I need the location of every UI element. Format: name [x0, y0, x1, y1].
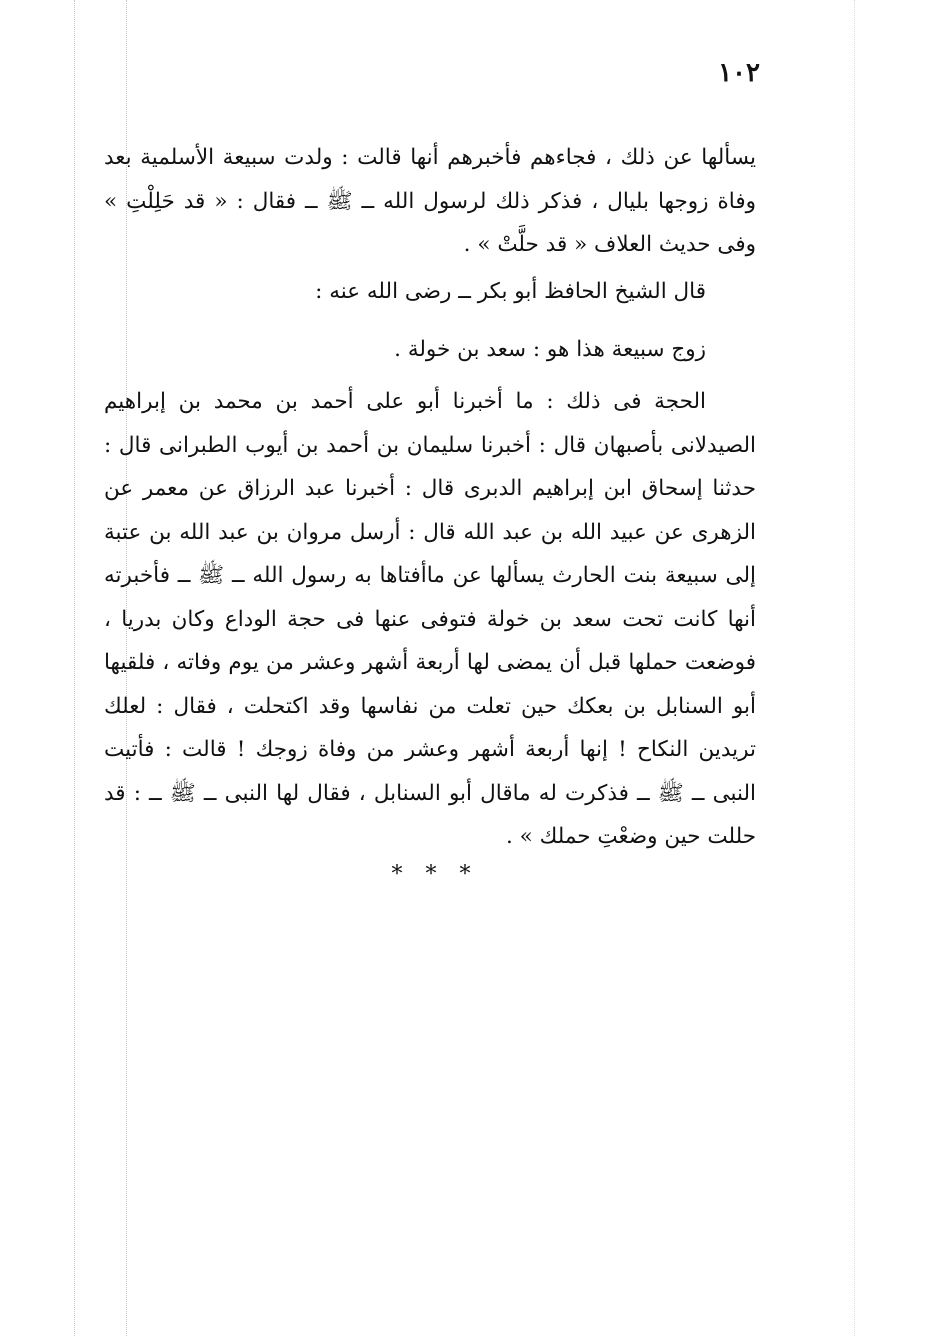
paragraph-evidence: الحجة فى ذلك : ما أخبرنا أبو على أحمد بن محمد بن إبراهيم الصيدلانى بأصبهان قال : أخبرنا سليمان بن أحمد بن أيوب الطبرانى قال : حدثنا إسحاق ابن إبراهيم الدبرى قال : أخبرنا عبد الرزاق عن معمر عن الزهرى عن عبيد الله بن عبد الله قال : أرسل مروان بن عبد الله بن عتبة إلى سبيعة بنت الحارث يسألها عن ماأفتاها به رسول الله ــ ﷺ ــ فأخبرته أنها كانت تحت سعد بن خولة فتوفى عنها فى حجة الوداع وكان بدريا ، فوضعت حملها قبل أن يمضى لها أربعة أشهر وعشر من يوم وفاته ، فلقيها أبو السنابل بن بعكك حين تعلت من نفاسها وقد اكتحلت ، فقال : لعلك تريدين النكاح ! إنها أربعة أشهر وعشر من وفاة زوجك ! قالت : فأتيت النبى ــ ﷺ ــ فذكرت له ماقال أبو السنابل ، فقال لها النبى ــ ﷺ ــ : قد حللت حين وضعْتِ حملك » . — [104, 389, 756, 849]
paragraph-husband-identity: زوج سبيعة هذا هو : سعد بن خولة . — [394, 337, 706, 362]
scan-guide-line — [854, 0, 855, 1336]
section-divider-stars: * * * — [391, 862, 479, 887]
page-number: ١٠٢ — [718, 58, 760, 88]
paragraph-sheikh-statement: قال الشيخ الحافظ أبو بكر ــ رضى الله عنه : — [315, 279, 706, 304]
paragraph-hadith-report: يسألها عن ذلك ، فجاءهم فأخبرهم أنها قالت : ولدت سبيعة الأسلمية بعد وفاة زوجها بليال ، فذكر ذلك لرسول الله ــ ﷺ ــ فقال : « قد حَلِلْتِ » وفى حديث العلاف « قد حلَّتْ » . — [104, 145, 756, 257]
scan-guide-line — [74, 0, 75, 1336]
